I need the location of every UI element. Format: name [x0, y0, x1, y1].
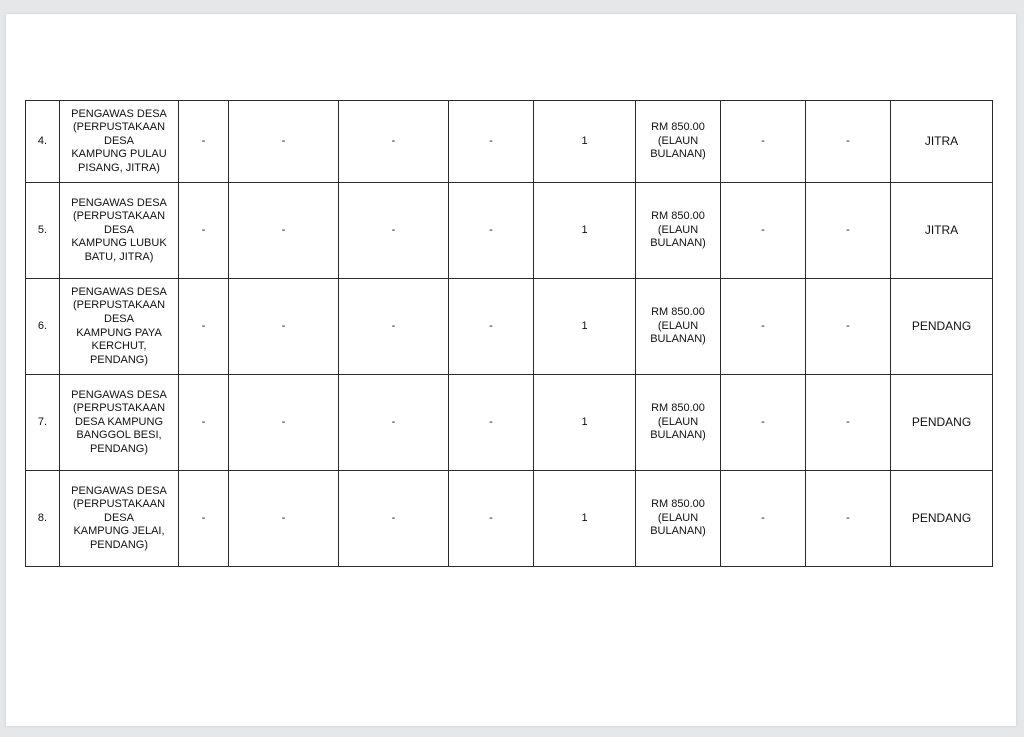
allowance: RM 850.00 (ELAUN BULANAN) [636, 471, 721, 567]
vacancy-count: 1 [534, 375, 636, 471]
vacancy-count: 1 [534, 279, 636, 375]
table-cell: - [229, 279, 339, 375]
table-cell: - [449, 279, 534, 375]
table-cell: - [179, 101, 229, 183]
table-cell: - [721, 471, 806, 567]
table-cell: - [806, 279, 891, 375]
position-title: PENGAWAS DESA (PERPUSTAKAAN DESA KAMPUNG BANGGOL BESI, PENDANG) [60, 375, 179, 471]
vacancy-count: 1 [534, 183, 636, 279]
table-cell: - [229, 375, 339, 471]
table-cell: - [721, 375, 806, 471]
table-cell: - [721, 279, 806, 375]
table-row [26, 183, 993, 279]
row-number: 8. [26, 471, 60, 567]
table-cell: - [721, 183, 806, 279]
table-row [26, 101, 993, 183]
table-row [26, 375, 993, 471]
vacancy-count: 1 [534, 471, 636, 567]
table-cell: - [339, 375, 449, 471]
row-number: 5. [26, 183, 60, 279]
table-cell: - [806, 101, 891, 183]
row-number: 7. [26, 375, 60, 471]
table-row [26, 279, 993, 375]
table-row [26, 471, 993, 567]
table-cell: - [339, 183, 449, 279]
location: JITRA [891, 101, 993, 183]
document-page [6, 14, 1016, 726]
table-cell: - [449, 183, 534, 279]
table-cell: - [721, 101, 806, 183]
table-cell: - [339, 279, 449, 375]
allowance: RM 850.00 (ELAUN BULANAN) [636, 279, 721, 375]
table-cell: - [179, 279, 229, 375]
allowance: RM 850.00 (ELAUN BULANAN) [636, 375, 721, 471]
vacancy-table [25, 100, 993, 567]
table-cell: - [449, 471, 534, 567]
allowance: RM 850.00 (ELAUN BULANAN) [636, 101, 721, 183]
table-cell: - [179, 375, 229, 471]
location: PENDANG [891, 279, 993, 375]
vacancy-count: 1 [534, 101, 636, 183]
position-title: PENGAWAS DESA (PERPUSTAKAAN DESA KAMPUNG PAYA KERCHUT, PENDANG) [60, 279, 179, 375]
position-title: PENGAWAS DESA (PERPUSTAKAAN DESA KAMPUNG LUBUK BATU, JITRA) [60, 183, 179, 279]
table-cell: - [179, 183, 229, 279]
row-number: 6. [26, 279, 60, 375]
table-cell: - [339, 101, 449, 183]
table-cell: - [806, 183, 891, 279]
table-cell: - [179, 471, 229, 567]
location: PENDANG [891, 375, 993, 471]
position-title: PENGAWAS DESA (PERPUSTAKAAN DESA KAMPUNG PULAU PISANG, JITRA) [60, 101, 179, 183]
table-cell: - [449, 101, 534, 183]
table-cell: - [229, 471, 339, 567]
position-title: PENGAWAS DESA (PERPUSTAKAAN DESA KAMPUNG JELAI, PENDANG) [60, 471, 179, 567]
location: JITRA [891, 183, 993, 279]
table-cell: - [806, 471, 891, 567]
table-cell: - [229, 101, 339, 183]
allowance: RM 850.00 (ELAUN BULANAN) [636, 183, 721, 279]
table-cell: - [339, 471, 449, 567]
table-cell: - [806, 375, 891, 471]
table-cell: - [229, 183, 339, 279]
table-cell: - [449, 375, 534, 471]
row-number: 4. [26, 101, 60, 183]
location: PENDANG [891, 471, 993, 567]
